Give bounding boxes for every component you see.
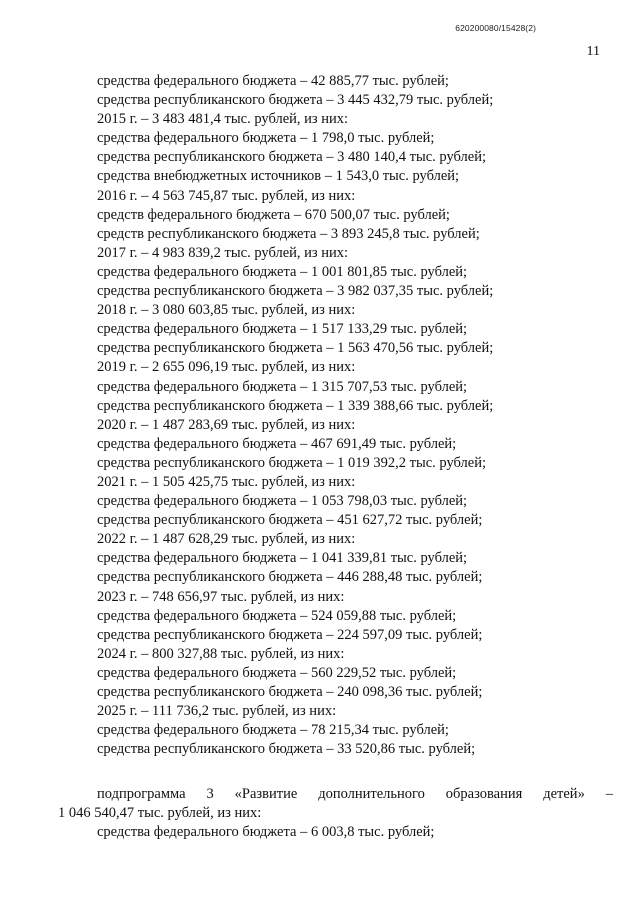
- funding-line: средства федерального бюджета – 1 315 707,53 тыс. рублей;: [97, 378, 468, 395]
- funding-line: средства федерального бюджета – 1 041 339,81 тыс. рублей;: [97, 550, 468, 567]
- year-line: 2018 г. – 3 080 603,85 тыс. рублей, из них:: [97, 302, 356, 319]
- funding-line: средств республиканского бюджета – 3 893 245,8 тыс. рублей;: [97, 225, 480, 242]
- year-line: 2019 г. – 2 655 096,19 тыс. рублей, из них:: [97, 359, 356, 376]
- funding-line: средства республиканского бюджета – 224 597,09 тыс. рублей;: [97, 626, 483, 643]
- year-line: 2023 г. – 748 656,97 тыс. рублей, из них:: [97, 588, 345, 605]
- funding-line: средства федерального бюджета – 42 885,77 тыс. рублей;: [97, 73, 449, 89]
- subprogram-total: 1 046 540,47 тыс. рублей, из них:: [58, 805, 262, 822]
- funding-line: средства республиканского бюджета – 3 480 140,4 тыс. рублей;: [97, 149, 487, 166]
- funding-line: средства федерального бюджета – 1 517 133,29 тыс. рублей;: [97, 321, 468, 338]
- year-line: 2024 г. – 800 327,88 тыс. рублей, из них:: [97, 645, 345, 662]
- page-number: 11: [586, 44, 600, 59]
- subprogram-federal-line: средства федерального бюджета – 6 003,8 тыс. рублей;: [97, 824, 435, 841]
- subprogram-section: [58, 785, 613, 842]
- funding-line: средства республиканского бюджета – 1 019 392,2 тыс. рублей;: [97, 454, 487, 471]
- funding-line: средства республиканского бюджета – 1 339 388,66 тыс. рублей;: [97, 397, 494, 414]
- funding-line: средства федерального бюджета – 1 001 801,85 тыс. рублей;: [97, 263, 468, 280]
- subprogram-word: «Развитие: [234, 786, 298, 802]
- subprogram-word: –: [605, 786, 613, 802]
- year-line: 2016 г. – 4 563 745,87 тыс. рублей, из них:: [97, 187, 356, 204]
- funding-line: средства республиканского бюджета – 240 098,36 тыс. рублей;: [97, 684, 483, 700]
- year-line: 2022 г. – 1 487 628,29 тыс. рублей, из них:: [97, 531, 356, 548]
- funding-line: средства республиканского бюджета – 446 288,48 тыс. рублей;: [97, 569, 483, 586]
- funding-list: [97, 72, 493, 759]
- funding-line: средства федерального бюджета – 467 691,49 тыс. рублей;: [97, 435, 457, 452]
- subprogram-word: образования: [445, 786, 523, 802]
- subprogram-word: подпрограмма: [97, 786, 186, 802]
- funding-line: средства республиканского бюджета – 451 627,72 тыс. рублей;: [97, 512, 483, 529]
- year-line: 2025 г. – 111 736,2 тыс. рублей, из них:: [97, 703, 337, 720]
- funding-line: средства республиканского бюджета – 3 445 432,79 тыс. рублей;: [97, 92, 494, 109]
- year-line: 2015 г. – 3 483 481,4 тыс. рублей, из них:: [97, 111, 349, 128]
- subprogram-word: детей»: [543, 786, 585, 802]
- funding-line: средства внебюджетных источников – 1 543,0 тыс. рублей;: [97, 168, 460, 185]
- year-line: 2017 г. – 4 983 839,2 тыс. рублей, из них:: [97, 244, 349, 261]
- funding-line: средства федерального бюджета – 524 059,88 тыс. рублей;: [97, 607, 457, 624]
- year-line: 2020 г. – 1 487 283,69 тыс. рублей, из них:: [97, 416, 356, 433]
- funding-line: средств федерального бюджета – 670 500,07 тыс. рублей;: [97, 206, 450, 223]
- funding-line: средства федерального бюджета – 1 053 798,03 тыс. рублей;: [97, 493, 468, 510]
- subprogram-word: дополнительного: [318, 786, 425, 802]
- funding-line: средства республиканского бюджета – 3 982 037,35 тыс. рублей;: [97, 283, 494, 300]
- funding-line: средства республиканского бюджета – 33 520,86 тыс. рублей;: [97, 741, 476, 758]
- funding-line: средства республиканского бюджета – 1 563 470,56 тыс. рублей;: [97, 340, 494, 357]
- year-line: 2021 г. – 1 505 425,75 тыс. рублей, из них:: [97, 473, 356, 490]
- funding-line: средства федерального бюджета – 78 215,34 тыс. рублей;: [97, 722, 449, 739]
- document-code: 620200080/15428(2): [455, 23, 536, 33]
- subprogram-heading: [58, 785, 613, 804]
- subprogram-word: 3: [206, 786, 214, 802]
- funding-line: средства федерального бюджета – 1 798,0 тыс. рублей;: [97, 130, 435, 147]
- funding-line: средства федерального бюджета – 560 229,52 тыс. рублей;: [97, 664, 457, 681]
